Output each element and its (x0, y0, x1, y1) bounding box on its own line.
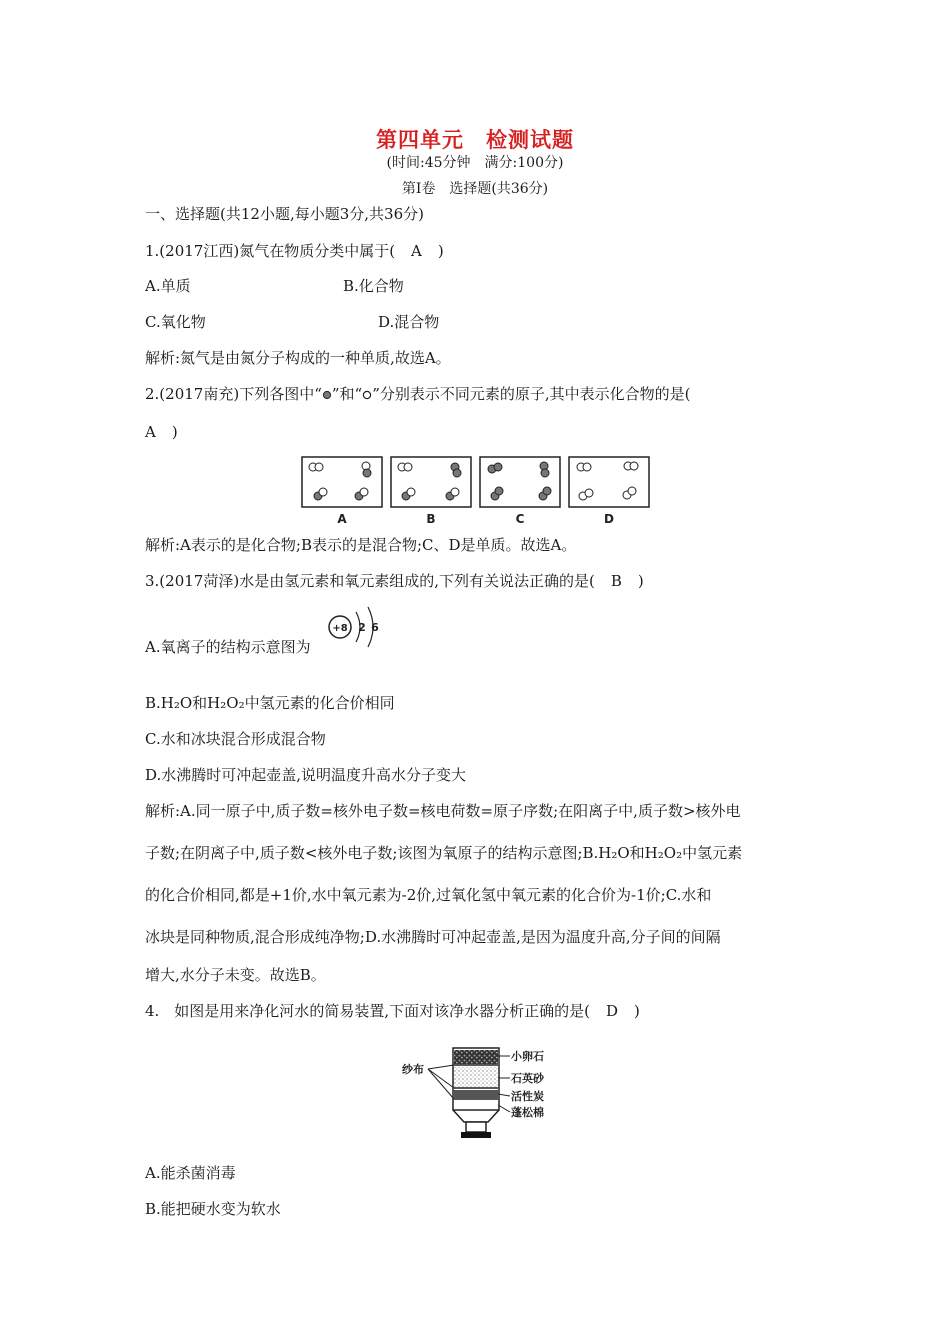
question-1-option-d: D.混合物 (378, 313, 440, 331)
pebble-layer (454, 1050, 498, 1064)
question-3-text: 3.(2017菏泽)水是由氢元素和氧元素组成的,下列有关说法正确的是( (145, 572, 595, 590)
activated-carbon-label: 活性炭 (511, 1090, 544, 1103)
section-title: 第Ⅰ卷 选择题(共36分) (401, 181, 549, 197)
question-3-option-d: D.水沸腾时可冲起壶盖,说明温度升高水分子变大 (145, 766, 467, 784)
question-4-close: ) (633, 1002, 640, 1020)
question-1-stem (145, 240, 444, 261)
light-atom-icon (362, 390, 372, 400)
shell-1-electrons: 2 (358, 621, 366, 634)
molecule-a-1 (309, 463, 323, 471)
molecule-label-d: D (604, 512, 614, 526)
question-3-analysis-line-4: 冰块是同种物质,混合形成纯净物;D.水沸腾时可冲起壶盖,是因为温度升高,分子间的间隔 (145, 928, 721, 946)
question-1-text: 1.(2017江西)氮气在物质分类中属于( (145, 242, 396, 260)
question-2-close: ) (171, 423, 178, 441)
question-3-analysis-line-3: 的化合价相同,都是+1价,水中氧元素为-2价,过氧化氢中氧元素的化合价为-1价;C.水和 (145, 886, 712, 904)
water-filter-figure (398, 1034, 598, 1146)
question-2-answer-line (145, 423, 178, 441)
filter-outlet (466, 1122, 486, 1132)
question-1-option-a: A.单质 (145, 277, 191, 295)
molecule-label-b: B (426, 512, 436, 526)
oxygen-ion-structure-diagram (326, 604, 386, 650)
shell-2-electrons: 6 (371, 621, 379, 634)
molecule-label-c: C (515, 512, 525, 526)
molecule-a-3 (314, 488, 327, 500)
question-3-analysis-line-5: 增大,水分子未变。故选B。 (145, 966, 326, 984)
cotton-label: 蓬松棉 (511, 1106, 544, 1119)
molecule-d-1 (577, 463, 591, 471)
molecule-b-3 (402, 488, 415, 500)
molecule-a-2 (362, 462, 371, 477)
question-3-option-b: B.H₂O和H₂O₂中氢元素的化合价相同 (145, 694, 395, 712)
activated-carbon-layer (454, 1090, 498, 1098)
question-3-option-a: A.氧离子的结构示意图为 (145, 638, 311, 656)
question-3-analysis-line-1: 解析:A.同一原子中,质子数=核外电子数=核电荷数=原子序数;在阳离子中,质子数>核外电 (145, 802, 741, 820)
nucleus-charge: +8 (332, 623, 348, 634)
question-2-analysis: 解析:A表示的是化合物;B表示的是混合物;C、D是单质。故选A。 (145, 536, 577, 554)
quartz-sand-label: 石英砂 (511, 1072, 544, 1085)
question-3-close: ) (637, 572, 644, 590)
question-3-answer: B (610, 572, 622, 590)
quartz-sand-layer (454, 1067, 498, 1087)
filter-container (453, 1048, 499, 1138)
pebbles-label: 小卵石 (511, 1050, 544, 1063)
question-4-text: 4. 如图是用来净化河水的简易装置,下面对该净水器分析正确的是( (145, 1002, 590, 1020)
question-1-close: ) (437, 242, 444, 260)
question-1-option-c: C.氧化物 (145, 313, 206, 331)
question-2-text-c: ”分别表示不同元素的原子,其中表示化合物的是( (372, 385, 691, 403)
dark-atom-icon (322, 390, 332, 400)
molecule-c-1 (488, 463, 502, 473)
molecule-figure (300, 455, 680, 530)
exam-info: (时间:45分钟 满分:100分) (386, 155, 564, 171)
molecule-b-4 (446, 488, 459, 500)
question-1-answer: A (411, 242, 422, 260)
molecule-d-2 (624, 462, 638, 470)
gauze-label: 纱布 (402, 1063, 424, 1076)
question-3-option-c: C.水和冰块混合形成混合物 (145, 730, 326, 748)
molecule-c-4 (539, 487, 551, 500)
question-2-text-b: ”和“ (331, 385, 363, 403)
molecule-a-4 (355, 488, 368, 500)
question-2-stem (145, 383, 691, 404)
question-4-stem (145, 1000, 640, 1021)
molecule-b-2 (451, 463, 461, 477)
question-4-answer: D (605, 1002, 618, 1020)
question-3-stem (145, 570, 644, 591)
question-4-option-a: A.能杀菌消毒 (145, 1164, 236, 1182)
cotton-layer (454, 1100, 498, 1109)
molecule-d-4 (623, 487, 636, 499)
page-title: 第四单元 检测试题 (376, 128, 574, 152)
molecule-d-3 (579, 489, 593, 500)
molecule-label-a: A (337, 512, 347, 526)
question-2-answer: A (145, 423, 156, 441)
question-2-text-a: 2.(2017南充)下列各图中“ (145, 385, 322, 403)
part-heading: 一、选择题(共12小题,每小题3分,共36分) (145, 205, 424, 223)
molecule-c-3 (491, 487, 503, 500)
question-1-analysis: 解析:氮气是由氮分子构成的一种单质,故选A。 (145, 349, 451, 367)
molecule-c-2 (540, 462, 549, 477)
question-4-option-b: B.能把硬水变为软水 (145, 1200, 281, 1218)
question-1-option-b: B.化合物 (343, 277, 404, 295)
molecule-b-1 (398, 463, 412, 471)
question-3-analysis-line-2: 子数;在阴离子中,质子数<核外电子数;该图为氧原子的结构示意图;B.H₂O和H₂O₂中氢元素 (145, 844, 743, 862)
